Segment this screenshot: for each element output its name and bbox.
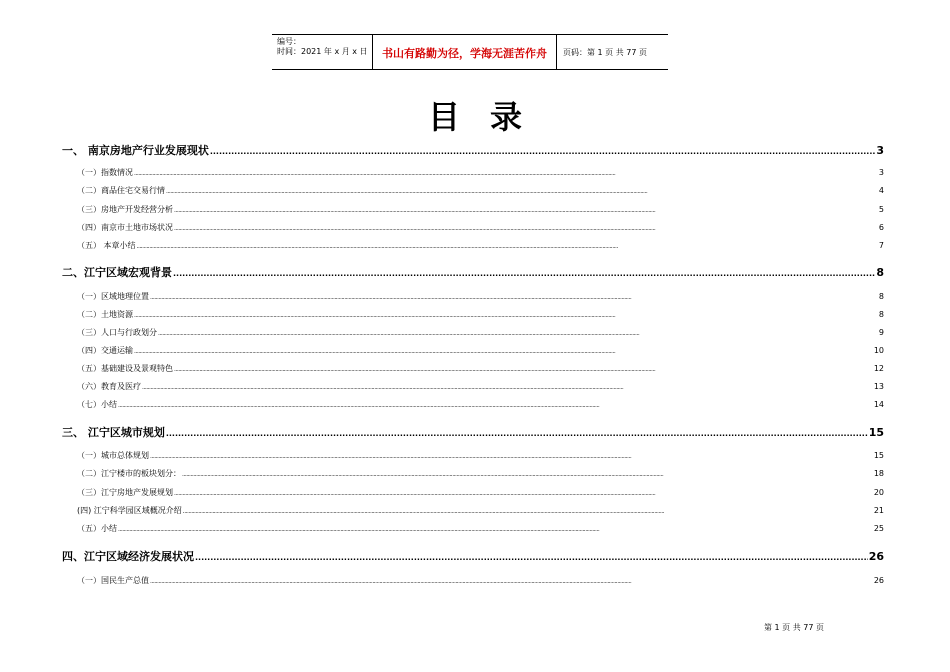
toc-section-entry[interactable] [62,450,884,460]
toc-entry-label: （七）小结 [77,400,117,409]
toc-entry-label: （一）区域地理位置 [77,292,149,301]
toc-entry-label: 二、江宁区域宏观背景 [62,266,172,279]
toc-entry-label: （二）商品住宅交易行情 [77,186,165,195]
toc-entry-label: （五）小结 [77,524,117,533]
toc-page-number: 8 [876,266,884,279]
toc-dot-leader [150,453,873,460]
document-title: 目录 [427,98,552,136]
toc-entry-label: （一）国民生产总值 [77,576,149,585]
toc-dot-leader [134,348,873,355]
toc-page-number: 15 [868,426,884,439]
toc-section-entry[interactable] [62,327,884,337]
toc-section-entry[interactable] [62,363,884,373]
toc-section-entry[interactable] [62,345,884,355]
toc-section-entry[interactable] [62,523,884,533]
toc-dot-leader [118,402,873,409]
toc-dot-leader [182,471,873,478]
toc-entry-label: （四）交通运输 [77,346,133,355]
toc-chapter-entry[interactable] [62,264,884,278]
page-footer: 第 1 页 共 77 页 [764,623,824,632]
toc-entry-label: （二）土地资源 [77,310,133,319]
code-label: 编号： [277,37,301,46]
header-motto-cell [373,35,557,69]
toc-section-entry[interactable] [62,487,884,497]
toc-chapter-entry[interactable] [62,142,884,156]
toc-entry-label: （二）江宁楼市的板块划分： [77,469,181,478]
toc-page-number: 3 [876,144,884,157]
toc-section-entry[interactable] [62,575,884,585]
toc-page-number: 12 [873,364,884,373]
toc-page-number: 14 [873,400,884,409]
toc-dot-leader [166,188,878,195]
toc-chapter-entry[interactable] [62,548,884,562]
toc-dot-leader [166,429,868,438]
toc-entry-label: （五） 本章小结 [77,241,136,250]
toc-dot-leader [174,366,873,373]
toc-entry-label: （三）人口与行政划分 [77,328,157,337]
toc-page-number: 26 [868,550,884,563]
toc-dot-leader [137,243,878,250]
toc-dot-leader [195,553,868,562]
toc-section-entry[interactable] [62,468,884,478]
motto-text: 书山有路勤为径，学海无涯苦作舟 [382,47,547,60]
toc-entry-label: （一）城市总体规划 [77,451,149,460]
toc-section-entry[interactable] [62,309,884,319]
toc-entry-label: 四、江宁区域经济发展状况 [62,550,194,563]
toc-section-entry[interactable] [62,381,884,391]
toc-page-number: 26 [873,576,884,585]
toc-page-number: 25 [873,524,884,533]
toc-page-number: 10 [873,346,884,355]
toc-page-number: 3 [878,168,884,177]
toc-dot-leader [174,490,873,497]
toc-page-number: 9 [878,328,884,337]
toc-entry-label: 一、 南京房地产行业发展现状 [62,144,209,157]
toc-page-number: 21 [873,506,884,515]
toc-page-number: 15 [873,451,884,460]
toc-dot-leader [174,225,878,232]
toc-page-number: 13 [873,382,884,391]
toc-dot-leader [174,207,878,214]
toc-entry-label: 三、 江宁区城市规划 [62,426,165,439]
toc-section-entry[interactable] [62,204,884,214]
toc-dot-leader [150,578,873,585]
toc-page-number: 5 [878,205,884,214]
toc-dot-leader [173,269,875,278]
toc-chapter-entry[interactable] [62,424,884,438]
toc-section-entry[interactable] [62,240,884,250]
toc-dot-leader [210,147,876,156]
toc-section-entry[interactable] [62,185,884,195]
toc-page-number: 6 [878,223,884,232]
toc-page-number: 8 [878,292,884,301]
page-label: 页码：第 1 页 共 77 页 [563,48,647,57]
toc-section-entry[interactable] [62,291,884,301]
toc-section-entry[interactable] [62,167,884,177]
toc-page-number: 7 [878,241,884,250]
toc-dot-leader [142,384,873,391]
toc-page-number: 20 [873,488,884,497]
toc-entry-label: （三）房地产开发经营分析 [77,205,173,214]
header-page-cell [557,35,668,69]
toc-entry-label: （三）江宁房地产发展规划 [77,488,173,497]
toc-page-number: 18 [873,469,884,478]
toc-entry-label: (四) 江宁科学园区域概况介绍 [77,506,182,515]
toc-dot-leader [150,294,878,301]
toc-page-number: 8 [878,310,884,319]
toc-dot-leader [158,330,878,337]
toc-entry-label: （五）基础建设及景观特色 [77,364,173,373]
toc-dot-leader [134,170,878,177]
toc-entry-label: （四）南京市土地市场状况 [77,223,173,232]
toc-dot-leader [183,508,873,515]
toc-entry-label: （一）指数情况 [77,168,133,177]
toc-dot-leader [134,312,878,319]
toc-section-entry[interactable] [62,399,884,409]
toc-entry-label: （六）教育及医疗 [77,382,141,391]
toc-dot-leader [118,526,873,533]
toc-page-number: 4 [878,186,884,195]
page-header [272,34,668,70]
header-meta-cell [272,35,373,69]
toc-section-entry[interactable] [62,222,884,232]
toc-section-entry[interactable] [62,505,884,515]
time-label: 时间：2021 年 x 月 x 日 [277,47,368,56]
